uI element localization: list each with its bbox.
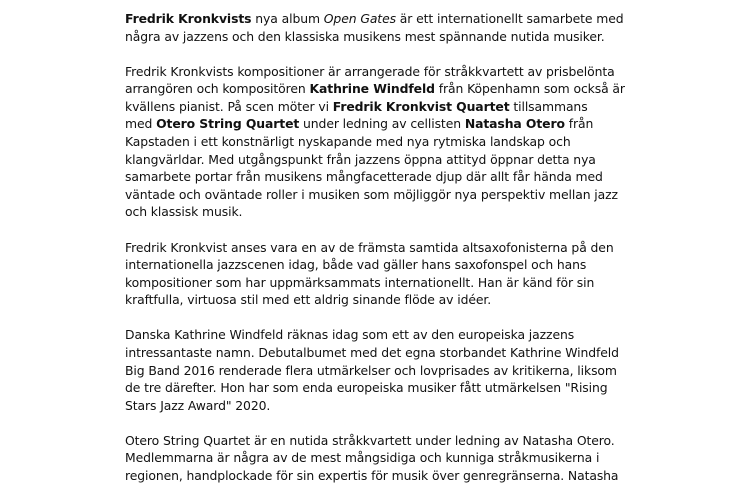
otero-quartet-paragraph [125,432,645,485]
bold-text-run: Fredrik Kronkvists [125,11,252,26]
text-line [125,467,645,485]
text-run: regionen, handplockade för sin expertis för musik över genregränserna. Natasha [125,468,619,484]
text-line [125,344,645,362]
text-run: från [564,116,594,132]
text-line [125,133,645,151]
text-line [125,326,645,344]
text-line [125,186,645,204]
text-line [125,397,645,415]
text-run: Fredrik Kronkvists kompositioner är arrangerade för stråkkvartett av prisbelönta [125,63,615,79]
text-line [125,239,645,257]
text-line [125,362,645,380]
text-run: Kapstaden i ett konstnärligt nyskapande med nya rytmiska landskap och [125,134,571,150]
text-run: Big Band 2016 renderade flera utmärkelser och lovprisades av kritikerna, liksom [125,362,617,378]
bold-text-run: Natasha Otero [464,116,565,132]
text-run: internationella jazzscenen idag, både vad gäller hans saxofonspel och hans [125,257,587,273]
text-run: Danska Kathrine Windfeld räknas idag som ett av den europeiska jazzens [125,327,575,343]
intro-paragraph [125,10,645,45]
bold-text-run: Kathrine Windfeld [309,81,435,97]
text-line [125,274,645,292]
text-line [125,379,645,397]
concert-paragraph [125,63,645,221]
text-run: från Köpenhamn som också är [434,81,625,97]
text-line [125,80,645,98]
press-release-document [125,10,645,502]
kronkvist-bio-paragraph [125,239,645,309]
bold-text-run: Otero String Quartet [156,116,300,132]
text-line [125,432,645,450]
text-run: klangvärldar. Med utgångspunkt från jazzens öppna attityd öppnar detta nya [125,151,596,167]
text-line [125,168,645,186]
text-run: kraftfulla, virtuosa stil med ett aldrig sinande flöde av idéer. [125,292,492,308]
text-line [125,291,645,309]
text-line [125,10,645,28]
text-run: och klassisk musik. [125,204,243,220]
text-run: kvällens pianist. På scen möter vi [125,98,333,114]
text-run: Medlemmarna är några av de mest mångsidiga och kunniga stråkmusikerna i [125,450,600,466]
text-run: de tre därefter. Hon har som enda europeiska musiker fått utmärkelsen "Rising [125,380,608,396]
bold-text-run: Fredrik Kronkvist Quartet [332,98,510,114]
text-line [125,98,645,116]
text-run: med [125,116,157,132]
text-run: Otero String Quartet är en nutida stråkkvartett under ledning av Natasha Otero. [125,432,615,448]
italic-text-run: Open Gates [323,11,396,26]
text-run: kompositioner som har uppmärksammats internationellt. Han är känd för sin [125,274,595,290]
text-line [125,115,645,133]
text-line [125,28,645,46]
windfeld-bio-paragraph [125,326,645,414]
text-line [125,449,645,467]
text-line [125,256,645,274]
text-line [125,203,645,221]
text-run: under ledning av cellisten [299,116,465,132]
text-line [125,63,645,81]
text-line [125,151,645,169]
text-run: arrangören och kompositören [125,81,310,97]
text-run: Fredrik Kronkvist anses vara en av de främsta samtida altsaxofonisterna på den [125,239,614,255]
text-run: väntade och oväntade roller i musiken som möjliggör nya perspektiv mellan jazz [125,186,618,202]
text-run: nya album [251,11,324,26]
text-run: är ett internationellt samarbete med [395,11,624,26]
text-run: intressantaste namn. Debutalbumet med det egna storbandet Kathrine Windfeld [125,345,619,360]
text-run: Stars Jazz Award" 2020. [125,397,271,413]
text-run: tillsammans [509,98,588,114]
text-run: några av jazzens och den klassiska musikens mest spännande nutida musiker. [125,28,605,44]
text-run: samarbete portar från musikens mångfacetterade djup där allt får hända med [125,169,603,185]
